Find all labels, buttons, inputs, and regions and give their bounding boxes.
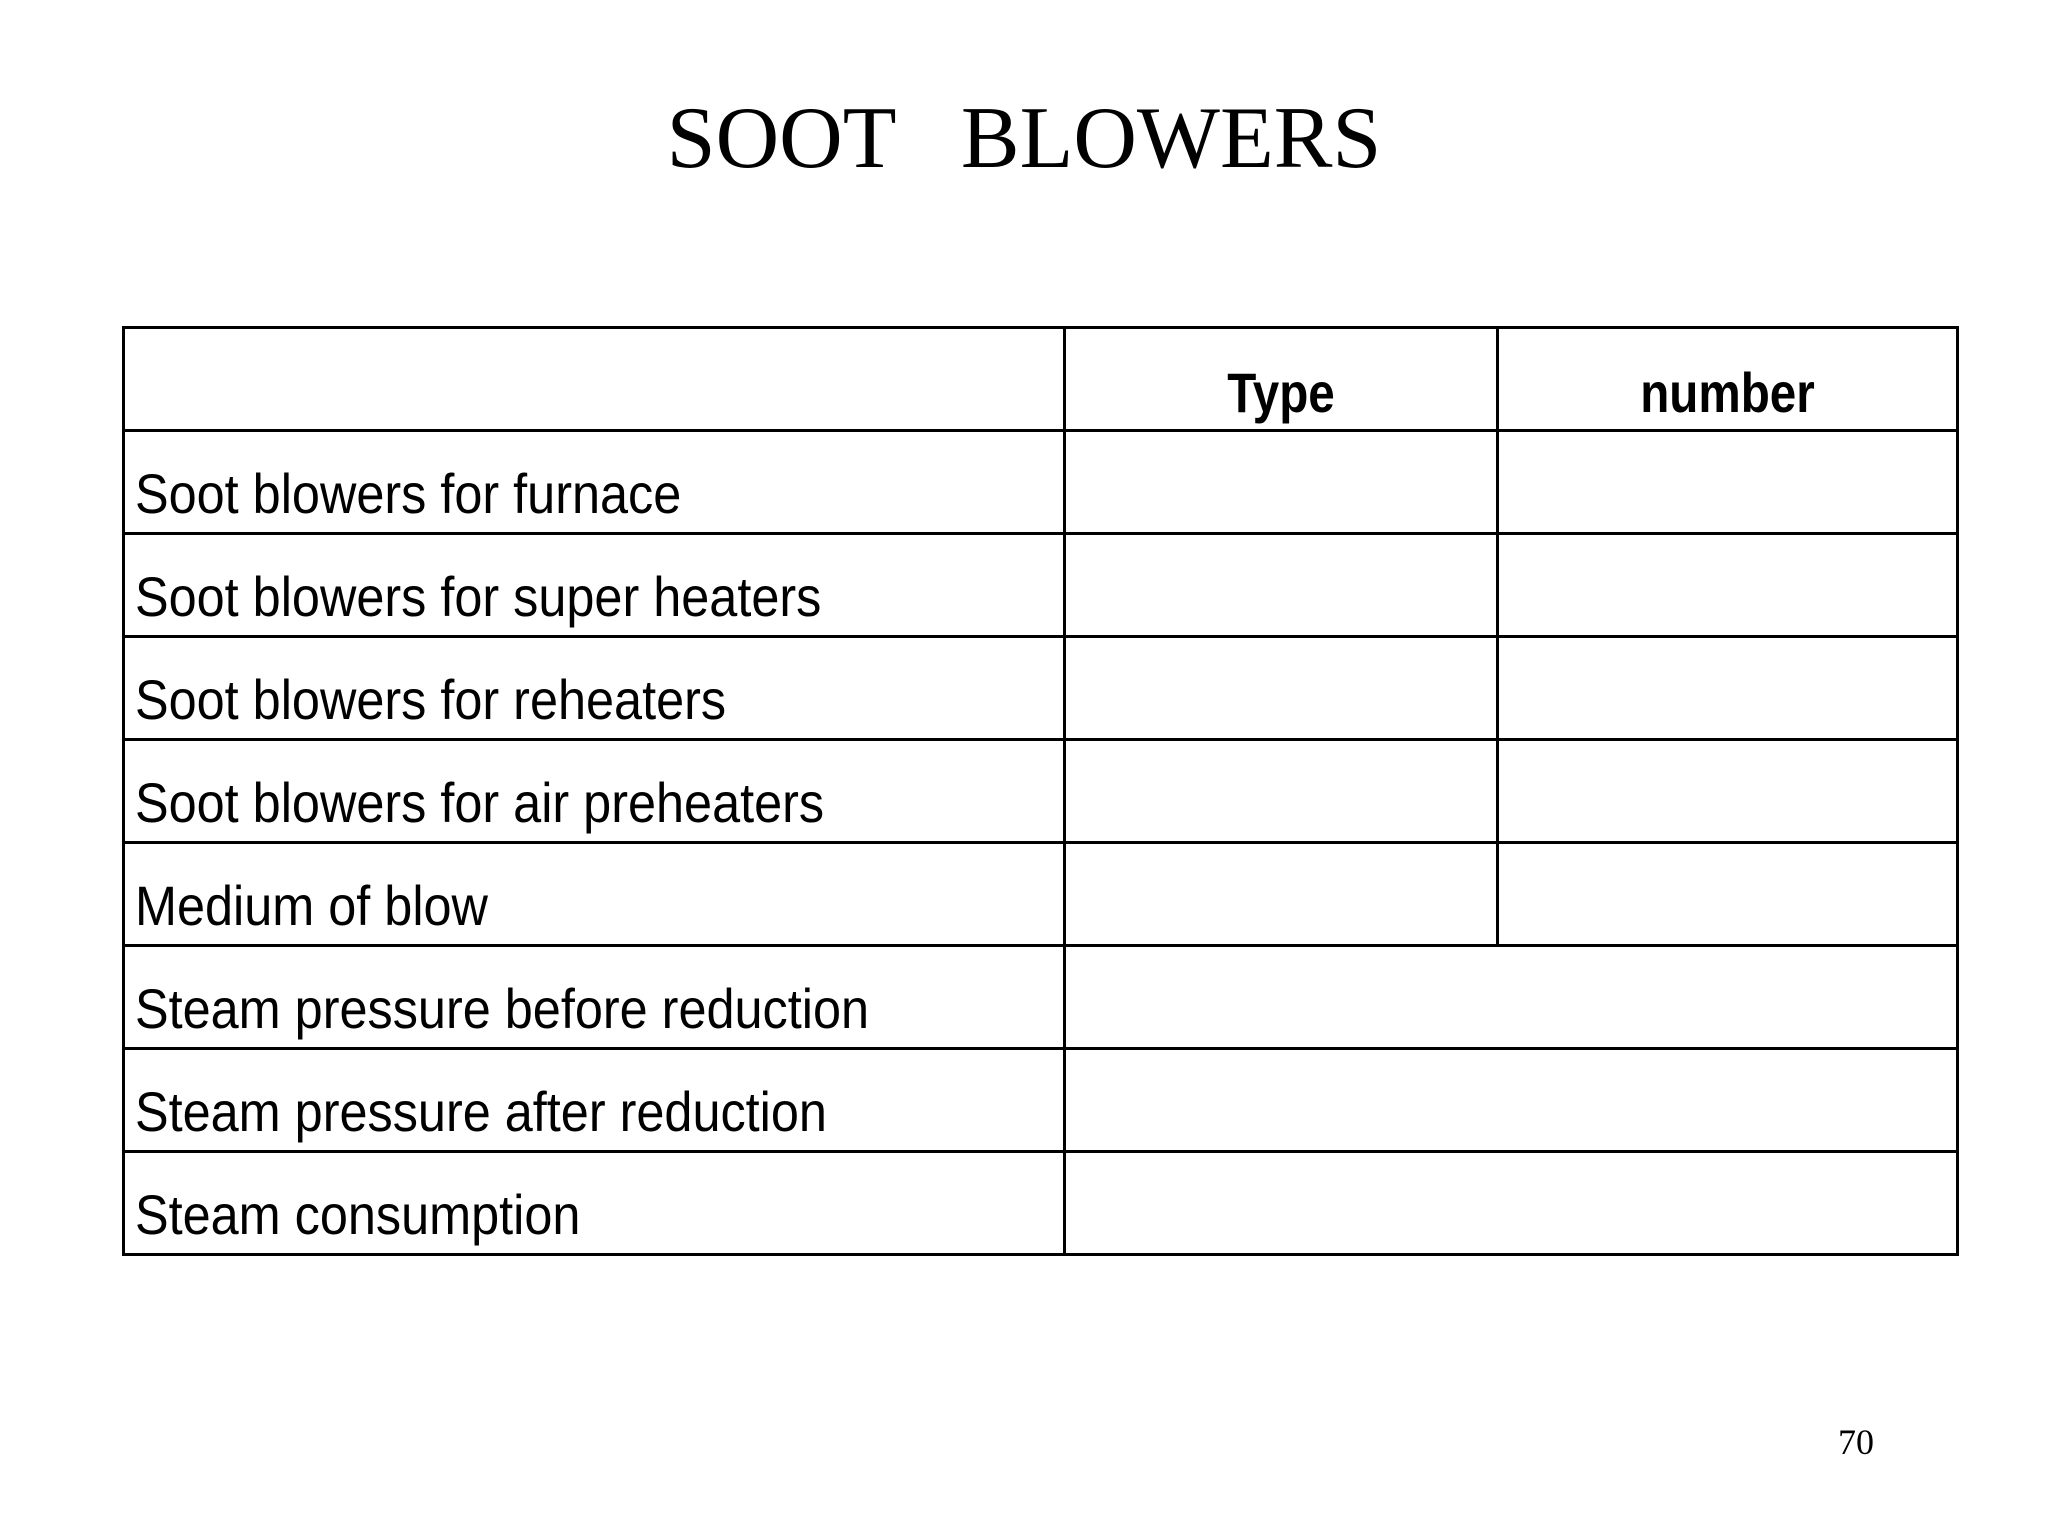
row-label: Steam pressure before reduction	[135, 977, 870, 1040]
table-row	[124, 740, 1958, 843]
type-cell[interactable]	[1065, 431, 1498, 534]
table-row	[124, 1049, 1958, 1152]
row-label: Soot blowers for air preheaters	[135, 771, 825, 834]
type-cell[interactable]	[1065, 843, 1498, 946]
number-cell[interactable]	[1498, 740, 1958, 843]
column-header-type: Type	[1227, 361, 1335, 424]
table-row	[124, 637, 1958, 740]
row-label-cell	[124, 534, 1065, 637]
row-label-cell	[124, 843, 1065, 946]
header-cell-label	[124, 328, 1065, 431]
row-label-cell	[124, 637, 1065, 740]
header-cell-type	[1065, 328, 1498, 431]
value-cell[interactable]	[1065, 946, 1958, 1049]
row-label: Soot blowers for furnace	[135, 462, 682, 525]
table-row	[124, 946, 1958, 1049]
row-label: Medium of blow	[135, 874, 488, 937]
header-cell-number	[1498, 328, 1958, 431]
row-label-cell	[124, 431, 1065, 534]
table-row	[124, 534, 1958, 637]
number-cell[interactable]	[1498, 843, 1958, 946]
row-label: Steam pressure after reduction	[135, 1080, 827, 1143]
number-cell[interactable]	[1498, 534, 1958, 637]
row-label: Soot blowers for super heaters	[135, 565, 822, 628]
number-cell[interactable]	[1498, 431, 1958, 534]
value-cell[interactable]	[1065, 1152, 1958, 1255]
row-label-cell	[124, 946, 1065, 1049]
type-cell[interactable]	[1065, 637, 1498, 740]
type-cell[interactable]	[1065, 534, 1498, 637]
row-label: Steam consumption	[135, 1183, 581, 1246]
column-header-number: number	[1640, 361, 1815, 424]
page-number: 70	[1838, 1422, 1874, 1462]
row-label-cell	[124, 1049, 1065, 1152]
type-cell[interactable]	[1065, 740, 1498, 843]
table-header-row	[124, 328, 1958, 431]
soot-blowers-table	[122, 326, 1959, 1256]
table-row	[124, 1152, 1958, 1255]
row-label-cell	[124, 1152, 1065, 1255]
row-label-cell	[124, 740, 1065, 843]
number-cell[interactable]	[1498, 637, 1958, 740]
table-row	[124, 843, 1958, 946]
value-cell[interactable]	[1065, 1049, 1958, 1152]
slide-title: SOOT BLOWERS	[666, 90, 1382, 187]
row-label: Soot blowers for reheaters	[135, 668, 727, 731]
table-row	[124, 431, 1958, 534]
